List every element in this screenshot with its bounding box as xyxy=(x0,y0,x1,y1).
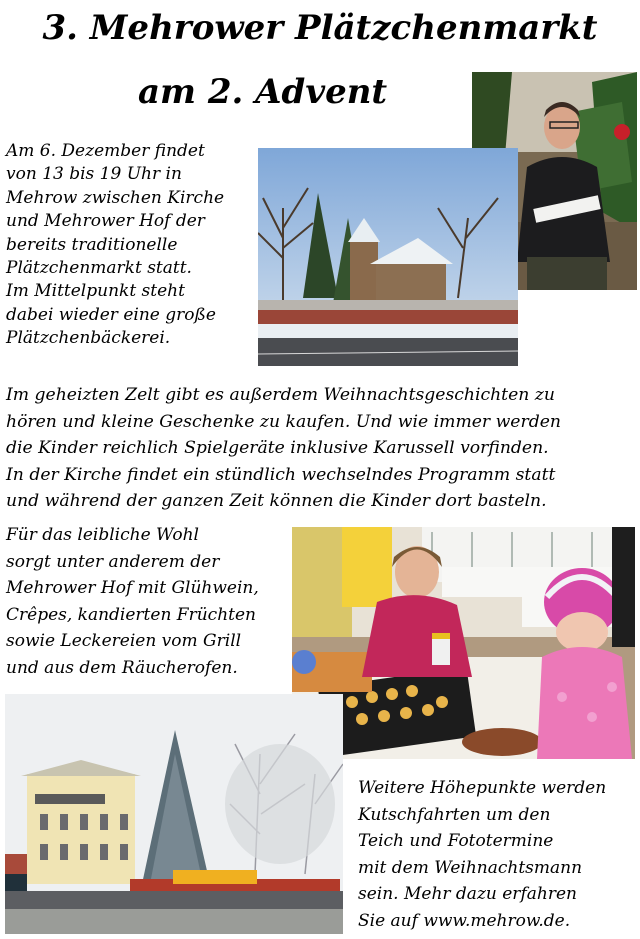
text-line: Im Mittelpunkt steht xyxy=(6,281,185,302)
text-line: sein. Mehr dazu erfahren xyxy=(358,884,577,904)
text-line: Weitere Höhepunkte werden xyxy=(358,778,607,798)
text-line: bereits traditionelle xyxy=(6,234,178,255)
page-subtitle: am 2. Advent xyxy=(138,72,388,112)
text-line: Für das leibliche Wohl xyxy=(6,525,199,545)
text-line: Im geheizten Zelt gibt es außerdem Weihnachtsgeschichten zu xyxy=(6,385,555,405)
text-line: mit dem Weihnachtsmann xyxy=(358,857,583,878)
highlights-paragraph xyxy=(358,775,606,934)
photo-children-baking-cookies xyxy=(292,527,635,759)
food-paragraph xyxy=(6,522,259,682)
text-line: Crêpes, kandierten Früchten xyxy=(6,604,256,625)
text-line: Mehrow zwischen Kirche xyxy=(6,187,225,208)
text-line: sowie Leckereien vom Grill xyxy=(6,631,242,652)
text-line: Kutschfahrten um den xyxy=(358,804,551,825)
text-line: Plätzchenmarkt statt. xyxy=(6,258,192,279)
photo-church-winter xyxy=(258,148,518,366)
intro-paragraph xyxy=(6,140,224,351)
text-line: Am 6. Dezember findet xyxy=(6,141,205,161)
text-line: die Kinder reichlich Spielgeräte inklusive Karussell vorfinden. xyxy=(6,438,549,459)
text-line: und Mehrower Hof der xyxy=(6,211,205,232)
text-line: In der Kirche findet ein stündlich wechselndes Programm statt xyxy=(6,464,556,485)
text-line: sorgt unter anderem der xyxy=(6,551,220,572)
text-line: hören und kleine Geschenke zu kaufen. Und wie immer werden xyxy=(6,411,561,432)
page-title: 3. Mehrower Plätzchenmarkt xyxy=(42,8,598,48)
text-line: Teich und Fototermine xyxy=(358,831,554,851)
text-line: Plätzchenbäckerei. xyxy=(6,328,171,349)
text-line: Sie auf www.mehrow.de. xyxy=(358,910,571,931)
text-line: dabei wieder eine große xyxy=(6,304,216,325)
text-line: und aus dem Räucherofen. xyxy=(6,657,238,678)
text-line: von 13 bis 19 Uhr in xyxy=(6,164,182,185)
text-line: und während der ganzen Zeit können die Kinder dort basteln. xyxy=(6,491,547,512)
program-paragraph xyxy=(6,382,561,515)
text-line: Mehrower Hof mit Glühwein, xyxy=(6,578,259,599)
photo-mehrower-hof-winter xyxy=(5,694,343,934)
